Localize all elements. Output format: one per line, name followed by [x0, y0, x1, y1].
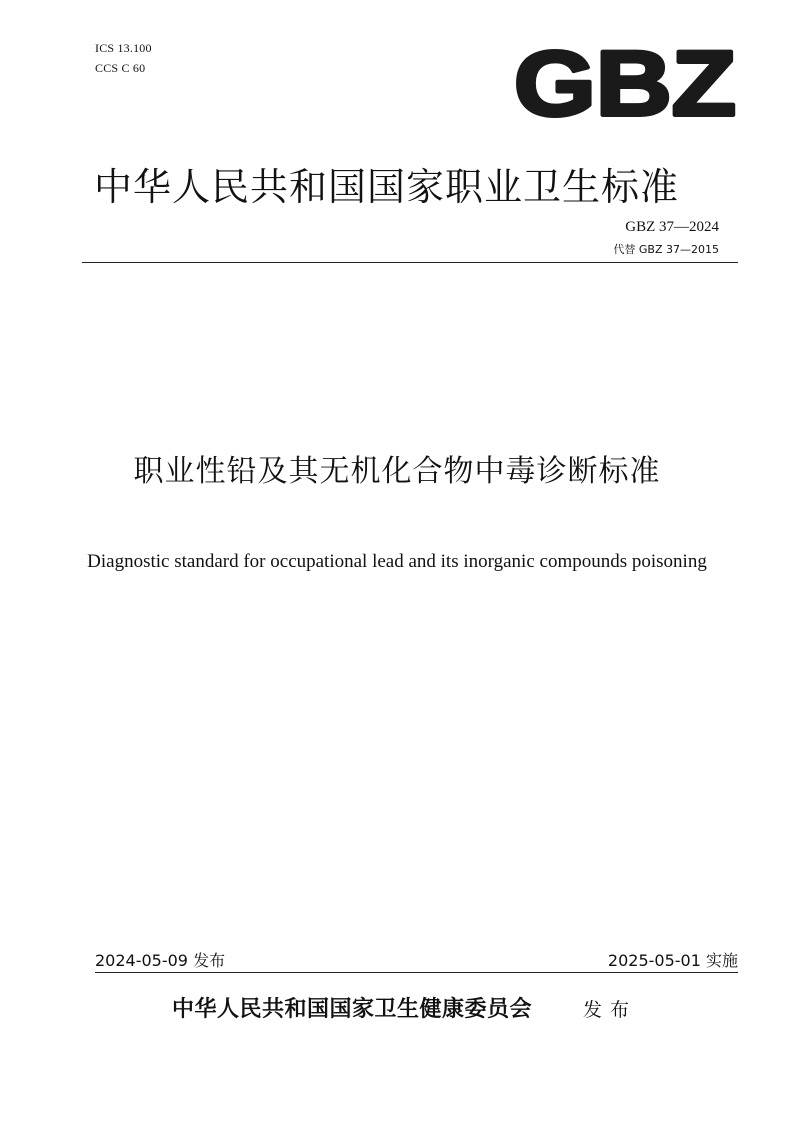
- header-divider: [82, 262, 738, 263]
- issuer-action: 发布: [583, 999, 638, 1021]
- ics-code: ICS 13.100: [95, 41, 152, 55]
- document-title-zh: 职业性铅及其无机化合物中毒诊断标准: [133, 454, 661, 489]
- gbz-logo-text: GBZ: [514, 46, 736, 120]
- standard-category-title: 中华人民共和国国家职业卫生标准: [94, 165, 680, 209]
- document-title-en: Diagnostic standard for occupational lead and its inorganic compounds poisoning: [87, 551, 707, 572]
- standard-number: GBZ 37—2024: [625, 219, 719, 235]
- gbz-logo: [512, 46, 738, 120]
- ccs-code: CCS C 60: [95, 61, 146, 75]
- implement-date: 2025-05-01 实施: [607, 951, 738, 970]
- publish-date: 2024-05-09 发布: [95, 951, 226, 970]
- replaces-standard: 代替 GBZ 37—2015: [613, 243, 719, 256]
- footer-divider: [95, 972, 738, 973]
- issuing-authority: 中华人民共和国国家卫生健康委员会: [172, 996, 533, 1022]
